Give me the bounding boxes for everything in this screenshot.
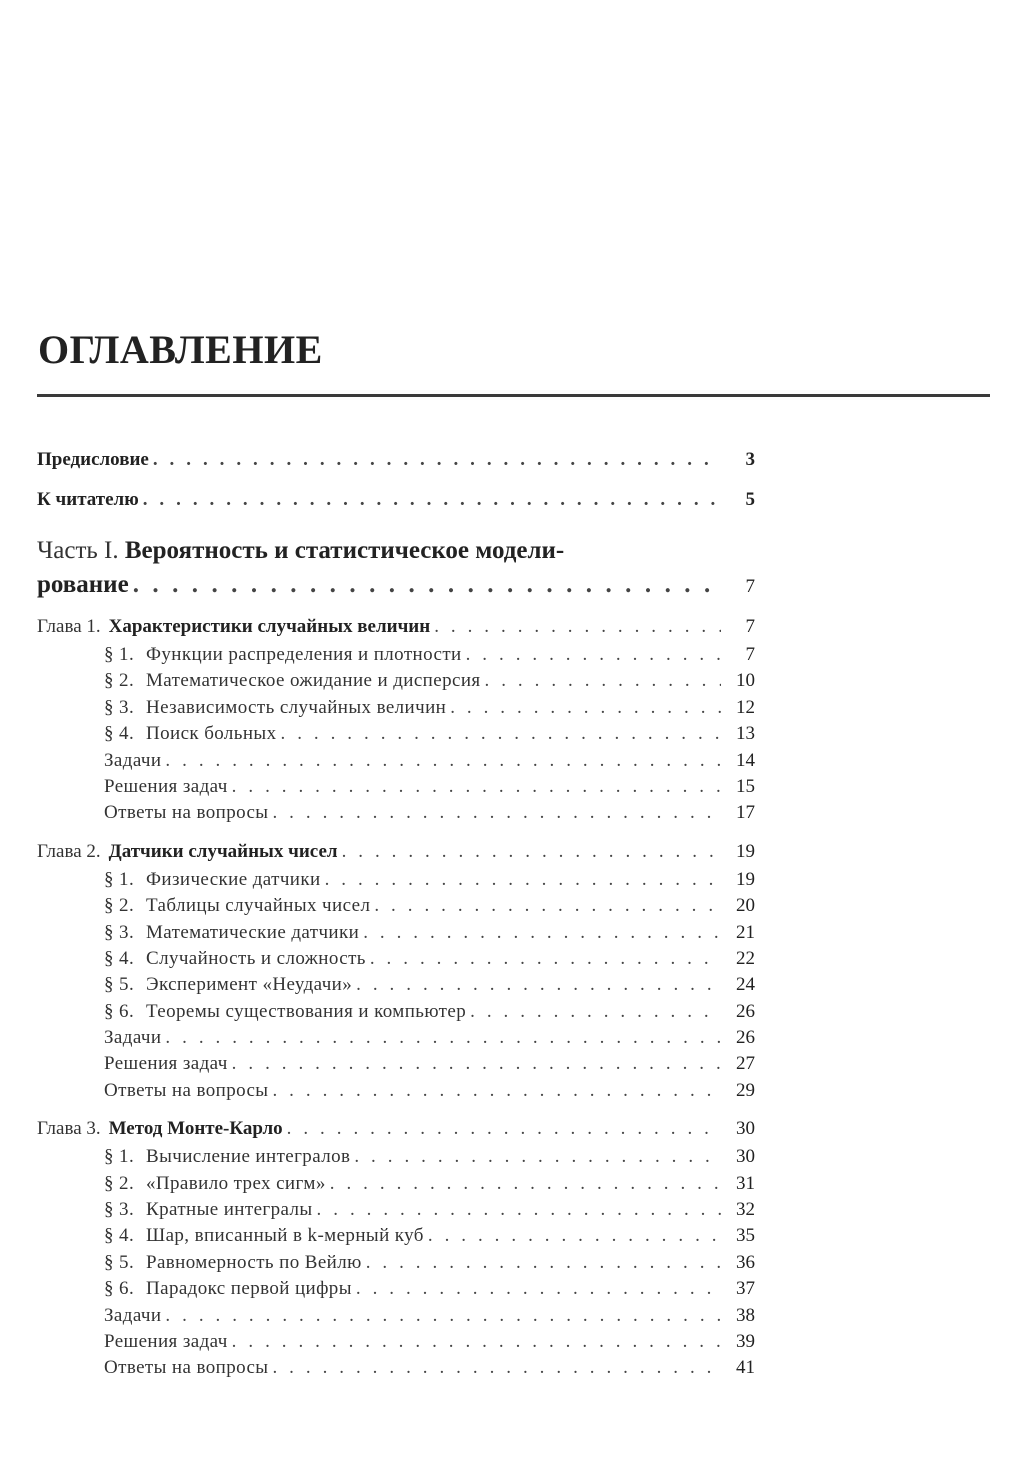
chapter-title: Метод Монте-Карло [108, 1118, 283, 1140]
page-number: 20 [736, 895, 755, 917]
dot-leader [325, 867, 721, 893]
dot-leader [428, 1223, 721, 1249]
dot-leader [165, 748, 721, 774]
page-number: 31 [736, 1172, 755, 1194]
section-number: § 1. [104, 868, 135, 890]
page-number: 10 [736, 670, 755, 692]
section-title: Независимость случайных величин [146, 696, 447, 718]
toc-section[interactable] [37, 1078, 767, 1104]
toc-chapter-2[interactable] [37, 837, 767, 867]
section-title: Задачи [104, 1304, 162, 1326]
page-title: ОГЛАВЛЕНИЕ [38, 327, 323, 372]
toc-part-heading[interactable] [37, 534, 767, 568]
toc-section[interactable] [37, 668, 767, 694]
dot-leader [272, 1078, 721, 1104]
toc-section[interactable] [37, 946, 767, 972]
page-number: 32 [736, 1199, 755, 1221]
toc-section[interactable] [37, 1144, 767, 1170]
section-number: § 3. [104, 696, 135, 718]
section-title: Поиск больных [146, 723, 277, 745]
entry-title: Предисловие [37, 449, 149, 470]
dot-leader [281, 721, 722, 747]
toc-section[interactable] [37, 1025, 767, 1051]
page-number: 12 [736, 696, 755, 718]
section-title: Случайность и сложность [146, 947, 366, 969]
toc-section[interactable] [37, 1276, 767, 1302]
section-number: § 4. [104, 723, 135, 745]
section-title: Физические датчики [146, 868, 321, 890]
chapter-title: Характеристики случайных величин [108, 616, 431, 637]
section-title: Решения задач [104, 775, 228, 797]
title-rule [37, 394, 990, 397]
page-number: 29 [736, 1079, 755, 1101]
page-number: 27 [736, 1053, 755, 1075]
page-number: 39 [736, 1330, 755, 1352]
toc-section[interactable] [37, 642, 767, 668]
section-title: Вычисление интегралов [146, 1146, 351, 1168]
toc-section[interactable] [37, 867, 767, 893]
page-number: 35 [736, 1225, 755, 1247]
page-number: 15 [736, 775, 755, 797]
toc-part-heading-cont[interactable] [37, 568, 767, 602]
page-number: 21 [736, 921, 755, 943]
section-number: § 2. [104, 1172, 135, 1194]
page-number: 22 [736, 947, 755, 969]
section-title: Математические датчики [146, 921, 360, 943]
toc-section[interactable] [37, 920, 767, 946]
dot-leader [450, 695, 721, 721]
section-number: § 2. [104, 670, 135, 692]
section-number: § 5. [104, 1251, 135, 1273]
toc-section[interactable] [37, 1223, 767, 1249]
toc-section[interactable] [37, 999, 767, 1025]
section-number: § 3. [104, 1199, 135, 1221]
section-title: Равномерность по Вейлю [146, 1251, 362, 1273]
section-number: § 4. [104, 1225, 135, 1247]
section-number: § 6. [104, 1000, 135, 1022]
section-title: Задачи [104, 749, 162, 771]
toc-section[interactable] [37, 721, 767, 747]
toc-entry-to-reader[interactable] [37, 480, 767, 520]
table-of-contents [37, 440, 767, 1382]
page-number: 26 [736, 1027, 755, 1049]
dot-leader [232, 1051, 721, 1077]
toc-entry-preface[interactable] [37, 440, 767, 480]
toc-section[interactable] [37, 1329, 767, 1355]
dot-leader [272, 1355, 721, 1381]
chapter-label: Глава 3. [37, 1118, 101, 1140]
toc-section[interactable] [37, 893, 767, 919]
page-number: 37 [736, 1278, 755, 1300]
page-number: 41 [736, 1357, 755, 1379]
toc-section[interactable] [37, 1197, 767, 1223]
toc-chapter-3[interactable] [37, 1114, 767, 1144]
part-label: Часть I. [37, 537, 119, 564]
page-number: 7 [745, 576, 755, 597]
page-number: 24 [736, 974, 755, 996]
page-number: 19 [736, 868, 755, 890]
chapter-title: Датчики случайных чисел [108, 840, 338, 862]
section-title: Шар, вписанный в k-мерный куб [146, 1225, 424, 1247]
dot-leader [374, 893, 721, 919]
part-title-line2: рование [37, 571, 129, 598]
toc-section[interactable] [37, 748, 767, 774]
page-number: 30 [736, 1118, 755, 1140]
dot-leader [342, 837, 721, 867]
section-title: Математическое ожидание и дисперсия [146, 670, 481, 692]
page-number: 26 [736, 1000, 755, 1022]
toc-section[interactable] [37, 972, 767, 998]
page-number: 19 [736, 840, 755, 862]
section-title: Ответы на вопросы [104, 1357, 269, 1379]
section-title: Решения задач [104, 1330, 228, 1352]
dot-leader [317, 1197, 721, 1223]
dot-leader [466, 642, 721, 668]
page-number: 30 [736, 1146, 755, 1168]
section-title: Теоремы существования и компьютер [146, 1000, 467, 1022]
dot-leader [133, 568, 721, 602]
section-title: Решения задач [104, 1053, 228, 1075]
section-number: § 6. [104, 1278, 135, 1300]
section-title: Функции распределения и плотности [146, 644, 462, 665]
toc-section[interactable] [37, 1303, 767, 1329]
page-number: 3 [745, 449, 755, 470]
dot-leader [354, 1144, 721, 1170]
dot-leader [272, 800, 721, 826]
toc-section[interactable] [37, 1355, 767, 1381]
section-title: «Правило трех сигм» [146, 1172, 326, 1194]
entry-title: К читателю [37, 489, 139, 510]
dot-leader [366, 1250, 721, 1276]
toc-section[interactable] [37, 1250, 767, 1276]
dot-leader [232, 774, 721, 800]
section-title: Ответы на вопросы [104, 1079, 269, 1101]
section-number: § 4. [104, 947, 135, 969]
page-number: 7 [745, 616, 755, 637]
toc-section[interactable] [37, 774, 767, 800]
page-number: 38 [736, 1304, 755, 1326]
dot-leader [485, 668, 721, 694]
toc-section[interactable] [37, 800, 767, 826]
section-number: § 1. [104, 1146, 135, 1168]
dot-leader [330, 1171, 721, 1197]
dot-leader [165, 1025, 721, 1051]
section-title: Эксперимент «Неудачи» [146, 974, 353, 996]
dot-leader [165, 1303, 721, 1329]
dot-leader [470, 999, 721, 1025]
page-number: 14 [736, 749, 755, 771]
page-number: 7 [745, 644, 755, 665]
dot-leader [434, 612, 721, 642]
part-title-line1: Вероятность и статистическое модели- [124, 537, 565, 564]
section-title: Ответы на вопросы [104, 802, 269, 824]
dot-leader [363, 920, 721, 946]
page-number: 17 [736, 802, 755, 824]
toc-section[interactable] [37, 1051, 767, 1077]
page-number: 13 [736, 723, 755, 745]
chapter-label: Глава 1. [37, 616, 101, 637]
dot-leader [287, 1114, 721, 1144]
page-number: 36 [736, 1251, 755, 1273]
toc-chapter-1[interactable] [37, 612, 767, 642]
section-number: § 3. [104, 921, 135, 943]
dot-leader [370, 946, 721, 972]
chapter-label: Глава 2. [37, 840, 101, 862]
section-title: Парадокс первой цифры [146, 1278, 352, 1300]
section-number: § 5. [104, 974, 135, 996]
section-title: Задачи [104, 1027, 162, 1049]
section-title: Кратные интегралы [146, 1199, 313, 1221]
toc-section[interactable] [37, 1171, 767, 1197]
dot-leader [356, 1276, 721, 1302]
dot-leader [153, 440, 721, 480]
dot-leader [143, 480, 721, 520]
dot-leader [356, 972, 721, 998]
section-title: Таблицы случайных чисел [146, 895, 371, 917]
page-number: 5 [745, 489, 755, 510]
section-number: § 2. [104, 895, 135, 917]
dot-leader [232, 1329, 721, 1355]
toc-section[interactable] [37, 695, 767, 721]
section-number: § 1. [104, 644, 135, 665]
